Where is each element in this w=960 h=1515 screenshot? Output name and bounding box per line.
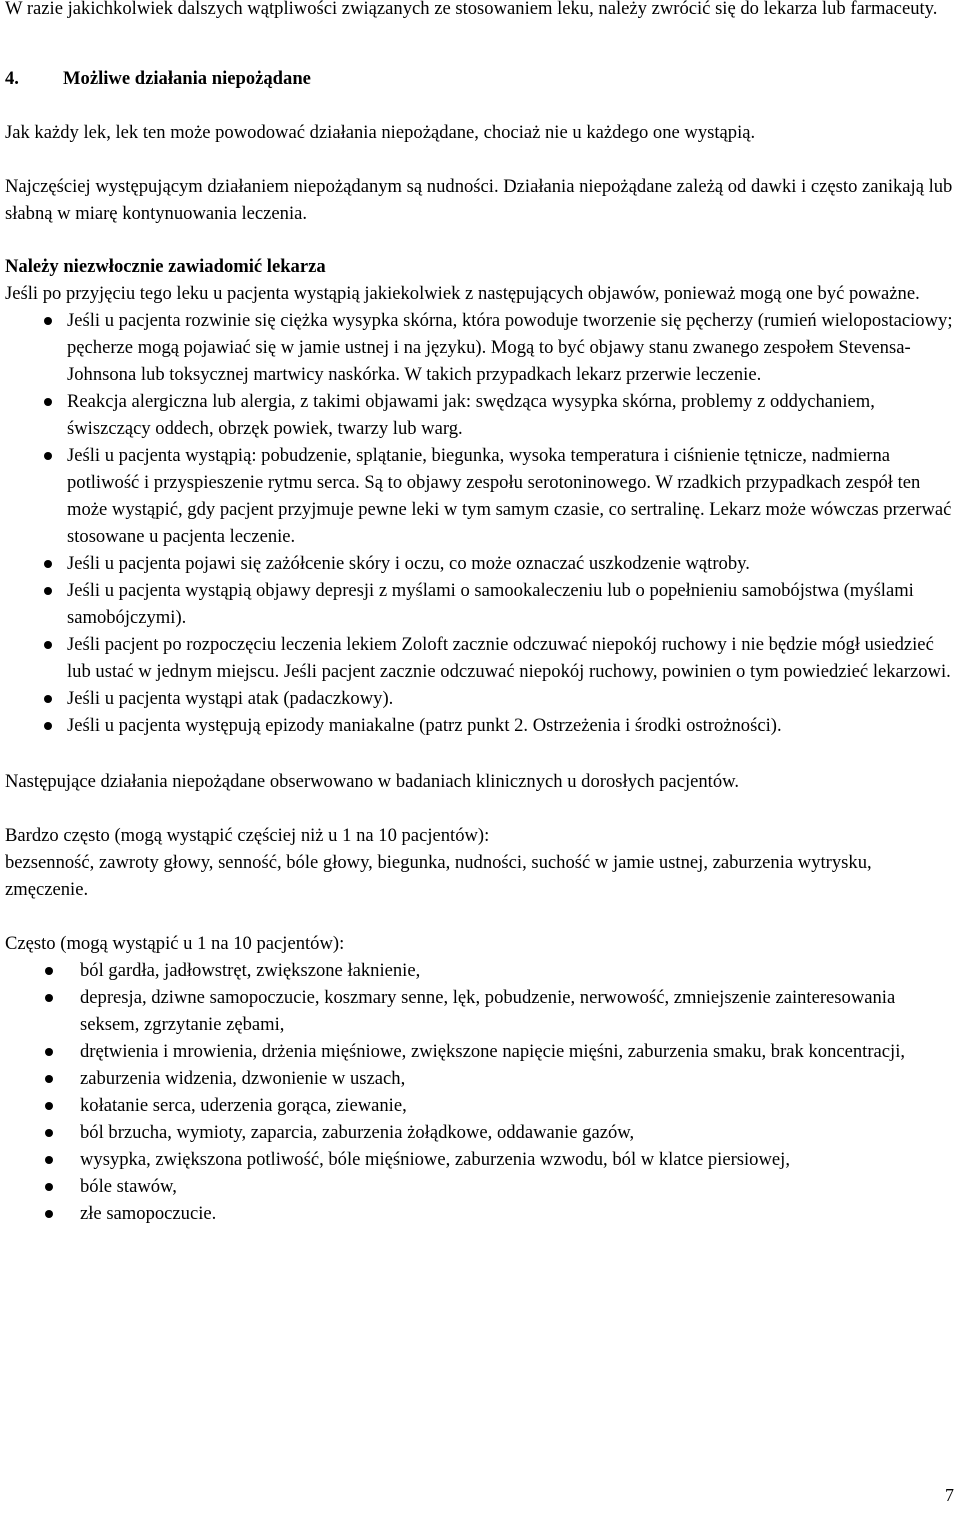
list-item: kołatanie serca, uderzenia gorąca, ziewanie, bbox=[5, 1092, 955, 1119]
list-item: ból gardła, jadłowstręt, zwiększone łaknienie, bbox=[5, 957, 955, 984]
list-item: depresja, dziwne samopoczucie, koszmary senne, lęk, pobudzenie, nerwowość, zmniejszenie zainteresowania seksem, zgrzytanie zębami, bbox=[5, 984, 955, 1038]
list-item: bóle stawów, bbox=[5, 1173, 955, 1200]
clinical-trials-paragraph: Następujące działania niepożądane obserwowano w badaniach klinicznych u dorosłych pacjentów. bbox=[5, 771, 739, 792]
urgent-heading: Należy niezwłocznie zawiadomić lekarza bbox=[5, 256, 326, 277]
list-item: Jeśli u pacjenta wystąpią: pobudzenie, splątanie, biegunka, wysoka temperatura i ciśnienie tętnicze, nadmierna potliwość i przyspieszenie rytmu serca. Są to objawy zespołu serotoninowego. W rzadkich przypadkach zespół ten może wystąpić, gdy pacjent przyjmuje pewne leki w tym samym czasie, co sertralinę. Lekarz może wówczas przerwać stosowane u pacjenta leczenie. bbox=[5, 442, 955, 550]
section-title: Możliwe działania niepożądane bbox=[63, 68, 311, 89]
section-number: 4. bbox=[5, 68, 19, 89]
general-paragraph: Jak każdy lek, lek ten może powodować działania niepożądane, chociaż nie u każdego one wystąpią. bbox=[5, 122, 756, 143]
document-page bbox=[5, 0, 955, 1515]
page-number: 7 bbox=[945, 1485, 954, 1505]
urgent-intro: Jeśli po przyjęciu tego leku u pacjenta wystąpią jakiekolwiek z następujących objawów, ponieważ mogą one być poważne. bbox=[5, 283, 920, 304]
very-common-text: bezsenność, zawroty głowy, senność, bóle głowy, biegunka, nudności, suchość w jamie ustnej, zaburzenia wytrysku, zmęczenie. bbox=[5, 852, 872, 900]
very-common-heading: Bardzo często (mogą wystąpić częściej niż u 1 na 10 pacjentów): bbox=[5, 825, 490, 846]
list-item: Jeśli pacjent po rozpoczęciu leczenia lekiem Zoloft zacznie odczuwać niepokój ruchowy i nie będzie mógł usiedzieć lub ustać w jednym miejscu. Jeśli pacjent zacznie odczuwać niepokój ruchowy, powinien o tym powiedzieć lekarzowi. bbox=[5, 631, 955, 685]
list-item: Reakcja alergiczna lub alergia, z takimi objawami jak: swędząca wysypka skórna, problemy z oddychaniem, świszczący oddech, obrzęk powiek, twarzy lub warg. bbox=[5, 388, 955, 442]
common-heading: Często (mogą wystąpić u 1 na 10 pacjentów): bbox=[5, 933, 345, 954]
list-item: wysypka, zwiększona potliwość, bóle mięśniowe, zaburzenia wzwodu, ból w klatce piersiowej, bbox=[5, 1146, 955, 1173]
list-item: zaburzenia widzenia, dzwonienie w uszach, bbox=[5, 1065, 955, 1092]
section-heading bbox=[5, 65, 955, 92]
list-item: Jeśli u pacjenta pojawi się zażółcenie skóry i oczu, co może oznaczać uszkodzenie wątroby. bbox=[5, 550, 955, 577]
list-item: złe samopoczucie. bbox=[5, 1200, 955, 1227]
intro-paragraph: W razie jakichkolwiek dalszych wątpliwości związanych ze stosowaniem leku, należy zwrócić się do lekarza lub farmaceuty. bbox=[5, 0, 938, 19]
list-item: Jeśli u pacjenta wystąpi atak (padaczkowy). bbox=[5, 685, 955, 712]
list-item: drętwienia i mrowienia, drżenia mięśniowe, zwiększone napięcie mięśni, zaburzenia smaku, brak koncentracji, bbox=[5, 1038, 955, 1065]
list-item: ból brzucha, wymioty, zaparcia, zaburzenia żołądkowe, oddawanie gazów, bbox=[5, 1119, 955, 1146]
list-item: Jeśli u pacjenta wystąpią objawy depresji z myślami o samookaleczeniu lub o popełnieniu samobójstwa (myślami samobójczymi). bbox=[5, 577, 955, 631]
common-effects-list bbox=[5, 957, 955, 1227]
most-common-paragraph: Najczęściej występującym działaniem niepożądanym są nudności. Działania niepożądane zależą od dawki i często zanikają lub słabną w miarę kontynuowania leczenia. bbox=[5, 176, 953, 224]
list-item: Jeśli u pacjenta występują epizody maniakalne (patrz punkt 2. Ostrzeżenia i środki ostrożności). bbox=[5, 712, 955, 739]
list-item: Jeśli u pacjenta rozwinie się ciężka wysypka skórna, która powoduje tworzenie się pęcherzy (rumień wielopostaciowy; pęcherze mogą pojawiać się w jamie ustnej i na języku). Mogą to być objawy stanu zwanego zespołem Stevensa-Johnsona lub toksycznej martwicy naskórka. W takich przypadkach lekarz przerwie leczenie. bbox=[5, 307, 955, 388]
urgent-symptoms-list bbox=[5, 307, 955, 739]
